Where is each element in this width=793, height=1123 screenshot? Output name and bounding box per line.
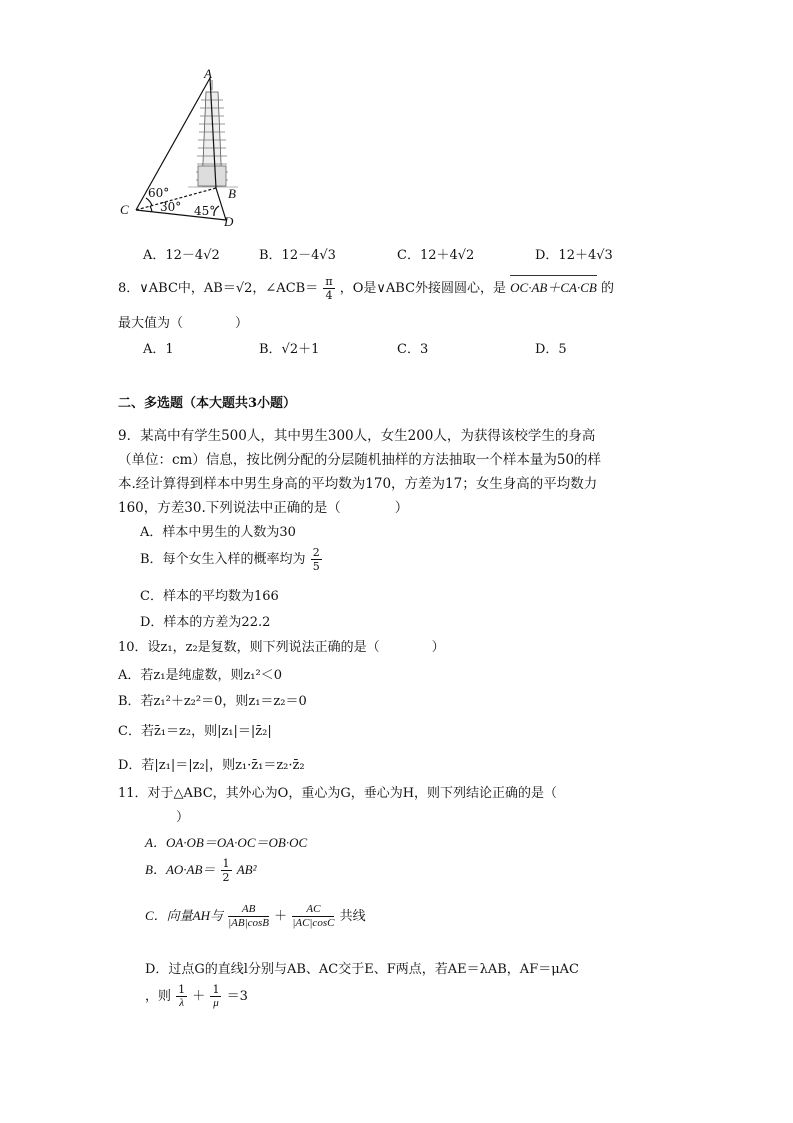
q11-option-d[interactable]: D．过点G的直线l分别与AB、AC交于E、F两点，若AE＝λAB，AF＝μAC xyxy=(145,962,580,977)
q9-fraction xyxy=(311,547,322,572)
q7-option-b[interactable]: B．12－4√3 xyxy=(259,248,336,263)
q11-option-c[interactable] xyxy=(145,904,366,929)
label-d: D xyxy=(224,214,234,229)
q7-option-c[interactable]: C．12＋4√2 xyxy=(397,248,475,263)
q9-frac-n: 2 xyxy=(312,546,320,559)
q9-line3: 本.经计算得到样本中男生身高的平均数为170，方差为17；女生身高的平均数力 xyxy=(118,476,598,492)
q11-c-term1 xyxy=(228,904,269,929)
q11-option-d-line2 xyxy=(145,984,248,1009)
angle-45: 45° xyxy=(194,204,216,218)
q11-d-frac1 xyxy=(176,984,187,1009)
q11-c-t2-n: AC xyxy=(292,904,334,917)
q8-pi: π xyxy=(325,275,333,288)
q8-stem xyxy=(118,276,614,301)
q10-option-b[interactable]: B．若z₁²＋z₂²＝0，则z₁＝z₂＝0 xyxy=(118,694,307,709)
q9-line1: 9．某高中有学生500人，其中男生300人，女生200人，为获得该校学生的身高 xyxy=(118,428,596,444)
q8-stem-a: 8．∨ABC中，AB＝√2，∠ACB＝ xyxy=(118,281,319,296)
label-a: A xyxy=(204,66,212,81)
q9-line2: （单位：cm）信息，按比例分配的分层随机抽样的方法抽取一个样本量为50的样 xyxy=(118,452,602,468)
q11-c-term2 xyxy=(292,904,334,929)
q11-option-c-pre: C．向量AH与 xyxy=(145,908,224,923)
q9-option-d[interactable]: D．样本的方差为22.2 xyxy=(140,615,271,630)
pagoda-figure xyxy=(118,66,248,228)
q11-stem: 11．对于△ABC，其外心为O，重心为G，垂心为H，则下列结论正确的是（ xyxy=(118,786,558,801)
q9-line4: 160，方差30.下列说法中正确的是（ ） xyxy=(118,500,409,516)
q11-b-frac-d: 2 xyxy=(222,871,230,884)
q11-d-pre: ，则 xyxy=(145,989,172,1004)
q11-option-b-post: AB² xyxy=(236,862,257,877)
q11-option-a[interactable]: A．OA·OB＝OA·OC＝OB·OC xyxy=(145,835,308,850)
q11-stem-close: ） xyxy=(176,810,190,825)
q11-c-plus: ＋ xyxy=(274,909,288,924)
q9-option-b-text: B．每个女生入样的概率均为 xyxy=(140,552,306,567)
q10-option-d[interactable]: D．若|z₁|＝|z₂|，则z₁·z̄₁＝z₂·z̄₂ xyxy=(118,758,305,773)
q8-option-a[interactable]: A．1 xyxy=(143,342,174,357)
q9-frac-d: 5 xyxy=(312,560,320,573)
q10-option-a[interactable]: A．若z₁是纯虚数，则z₁²＜0 xyxy=(118,668,282,683)
q8-option-b[interactable]: B．√2＋1 xyxy=(259,342,320,357)
label-b: B xyxy=(228,186,236,201)
q11-d-plus: ＋ xyxy=(192,989,206,1004)
q11-d-post: ＝3 xyxy=(226,989,248,1004)
q8-pi-fraction xyxy=(323,276,334,301)
q8-four: 4 xyxy=(325,289,333,302)
q11-option-c-post: 共线 xyxy=(339,909,366,924)
q7-option-a[interactable]: A．12－4√2 xyxy=(143,248,220,263)
q9-option-b[interactable] xyxy=(140,547,323,572)
q8-option-c[interactable]: C．3 xyxy=(397,342,429,357)
q9-option-c[interactable]: C．样本的平均数为166 xyxy=(140,589,279,604)
section-heading: 二、多选题（本大题共3小题） xyxy=(118,396,297,411)
q11-c-t1-n: AB xyxy=(228,904,269,917)
angle-30: 30° xyxy=(160,200,182,214)
q11-d-f1-d: λ xyxy=(179,997,185,1009)
q8-line2: 最大值为（ ） xyxy=(118,316,249,331)
q8-tail: 的 xyxy=(600,281,614,296)
q10-stem: 10．设z₁，z₂是复数，则下列说法正确的是（ ） xyxy=(118,640,445,655)
q11-d-f2-n: 1 xyxy=(212,983,220,996)
angle-60: 60° xyxy=(148,186,170,200)
q8-stem-b: ，O是∨ABC外接圆圆心，是 xyxy=(339,281,507,296)
q11-b-fraction xyxy=(221,858,232,883)
q11-option-b[interactable] xyxy=(145,858,256,883)
q8-option-d[interactable]: D．5 xyxy=(535,342,567,357)
q9-option-a[interactable]: A．样本中男生的人数为30 xyxy=(140,525,296,540)
q8-expression: OC·AB＋CA·CB xyxy=(510,277,597,296)
triangle-diagram xyxy=(118,66,248,228)
q11-d-frac2 xyxy=(210,984,221,1009)
q10-option-c[interactable]: C．若z̄₁＝z₂，则|z₁|＝|z̄₂| xyxy=(118,724,272,739)
q11-option-b-pre: B．AO·AB＝ xyxy=(145,862,216,877)
label-c: C xyxy=(120,202,129,217)
q11-d-f1-n: 1 xyxy=(178,983,186,996)
q11-d-f2-d: μ xyxy=(213,997,219,1009)
q11-b-frac-n: 1 xyxy=(222,857,230,870)
q11-c-t2-d: |AC|cosC xyxy=(292,917,335,929)
q7-option-d[interactable]: D．12＋4√3 xyxy=(535,248,613,263)
q11-c-t1-d: |AB|cosB xyxy=(228,917,270,929)
